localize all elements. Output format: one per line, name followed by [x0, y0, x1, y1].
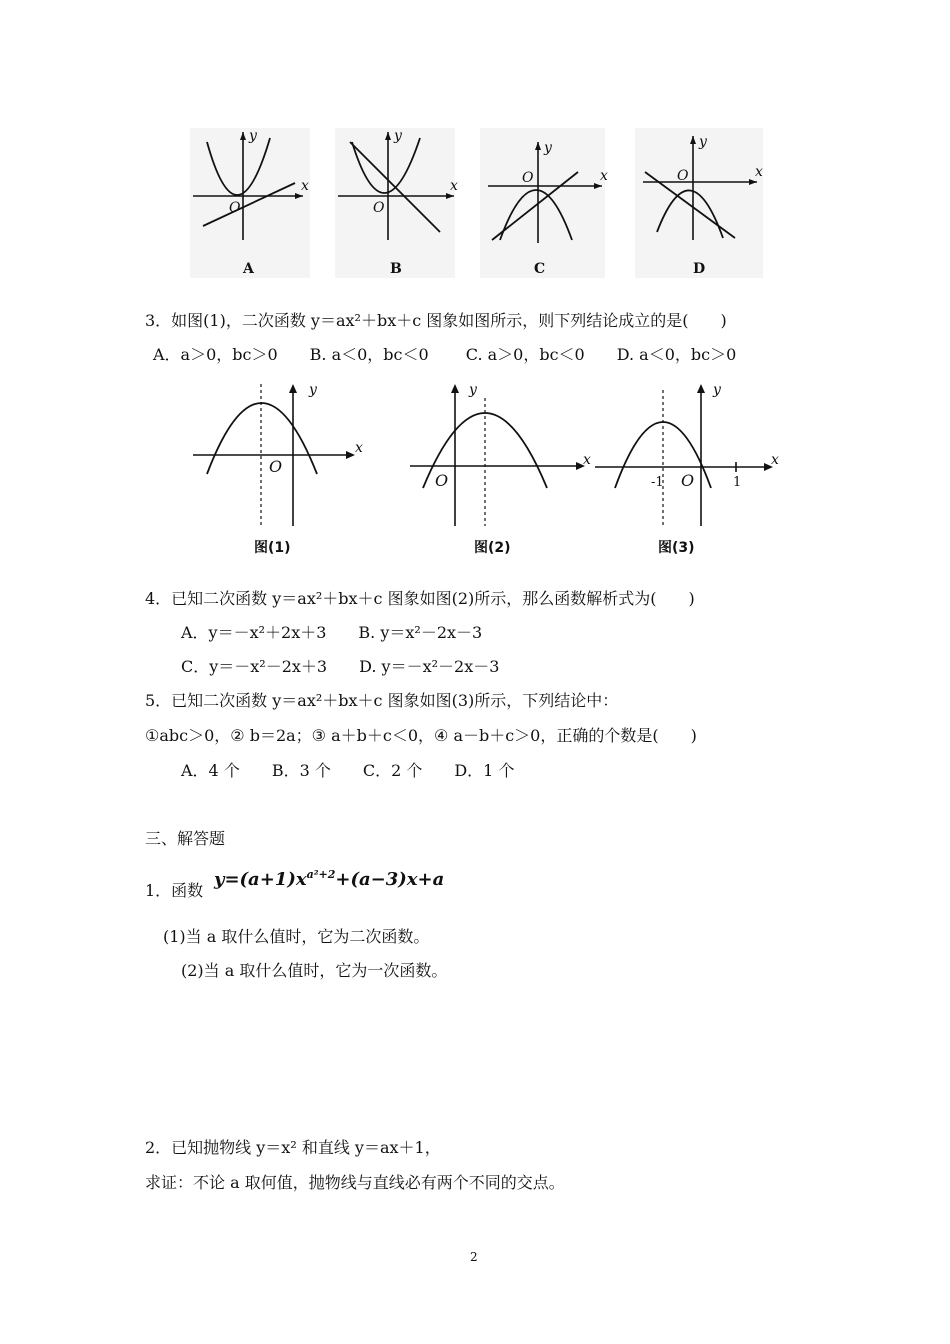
problem-1-formula: $y=(a+1)x^{a^2+2}+(a-3)x+a$	[214, 868, 445, 890]
mid-figure	[185, 378, 779, 528]
caption-figure-1: 图(1)	[254, 540, 291, 556]
figure-1	[193, 382, 363, 526]
axis-y-label: y	[699, 134, 707, 150]
q5-statements: ①abc＞0，② b＝2a；③ a＋b＋c＜0，④ a－b＋c＞0，正确的个数是( )	[145, 726, 697, 745]
page-number: 2	[470, 1250, 478, 1264]
section-heading: 三、解答题	[145, 829, 226, 848]
tick-1-label: 1	[733, 475, 742, 490]
graph-label-d: D	[693, 261, 706, 277]
origin-label: O	[681, 471, 695, 490]
axis-x-label: x	[755, 164, 763, 180]
problem-1-sub2: (2)当 a 取什么值时，它为一次函数。	[181, 961, 448, 980]
figure-2	[410, 382, 591, 526]
q4-options-cd: C．y＝－x²－2x＋3 D. y＝－x²－2x－3	[181, 657, 500, 676]
problem-1-sub1: (1)当 a 取什么值时，它为二次函数。	[163, 927, 430, 946]
graph-b	[335, 128, 458, 278]
top-figure	[185, 128, 770, 288]
graph-d	[635, 128, 763, 278]
tick-neg1-label: -1	[651, 475, 664, 490]
axis-x-label: x	[355, 440, 363, 456]
axis-x-label: x	[771, 452, 779, 468]
axis-y-label: y	[544, 140, 552, 156]
figure-3	[595, 382, 779, 526]
axis-y-label: y	[249, 128, 257, 144]
origin-label: O	[229, 200, 241, 216]
origin-label: O	[435, 471, 449, 490]
axis-y-label: y	[713, 382, 721, 398]
graph-c	[480, 128, 608, 278]
caption-figure-3: 图(3)	[658, 540, 695, 556]
q3-options: A．a＞0，bc＞0 B. a＜0，bc＜0 C. a＞0，bc＜0 D. a＜0，bc＞0	[153, 345, 737, 364]
axis-x-label: x	[600, 168, 608, 184]
problem-2-line1: 2．已知抛物线 y＝x² 和直线 y＝ax＋1，	[145, 1138, 441, 1157]
axis-x-label: x	[450, 178, 458, 194]
q4-options-ab: A．y＝－x²＋2x＋3 B. y＝x²－2x－3	[181, 623, 483, 642]
q5-options: A．4 个 B．3 个 C．2 个 D．1 个	[181, 761, 515, 780]
problem-2-line2: 求证：不论 a 取何值，抛物线与直线必有两个不同的交点。	[145, 1173, 565, 1192]
axis-x-label: x	[301, 178, 309, 194]
axis-y-label: y	[469, 382, 477, 398]
problem-1-prefix: 1．函数	[145, 881, 204, 900]
caption-figure-2: 图(2)	[474, 540, 511, 556]
origin-label: O	[522, 170, 534, 186]
graph-a	[190, 128, 310, 278]
q3-stem: 3．如图(1)，二次函数 y＝ax²＋bx＋c 图象如图所示，则下列结论成立的是( )	[145, 311, 727, 330]
axis-x-label: x	[583, 452, 591, 468]
axis-y-label: y	[309, 382, 317, 398]
graph-label-a: A	[243, 261, 254, 277]
origin-label: O	[677, 168, 689, 184]
graph-label-b: B	[390, 261, 402, 277]
graph-label-c: C	[534, 261, 546, 277]
origin-label: O	[269, 457, 283, 476]
origin-label: O	[373, 200, 385, 216]
q4-stem: 4．已知二次函数 y＝ax²＋bx＋c 图象如图(2)所示，那么函数解析式为( )	[145, 589, 695, 608]
axis-y-label: y	[394, 128, 402, 144]
q5-stem: 5．已知二次函数 y＝ax²＋bx＋c 图象如图(3)所示，下列结论中：	[145, 691, 619, 710]
